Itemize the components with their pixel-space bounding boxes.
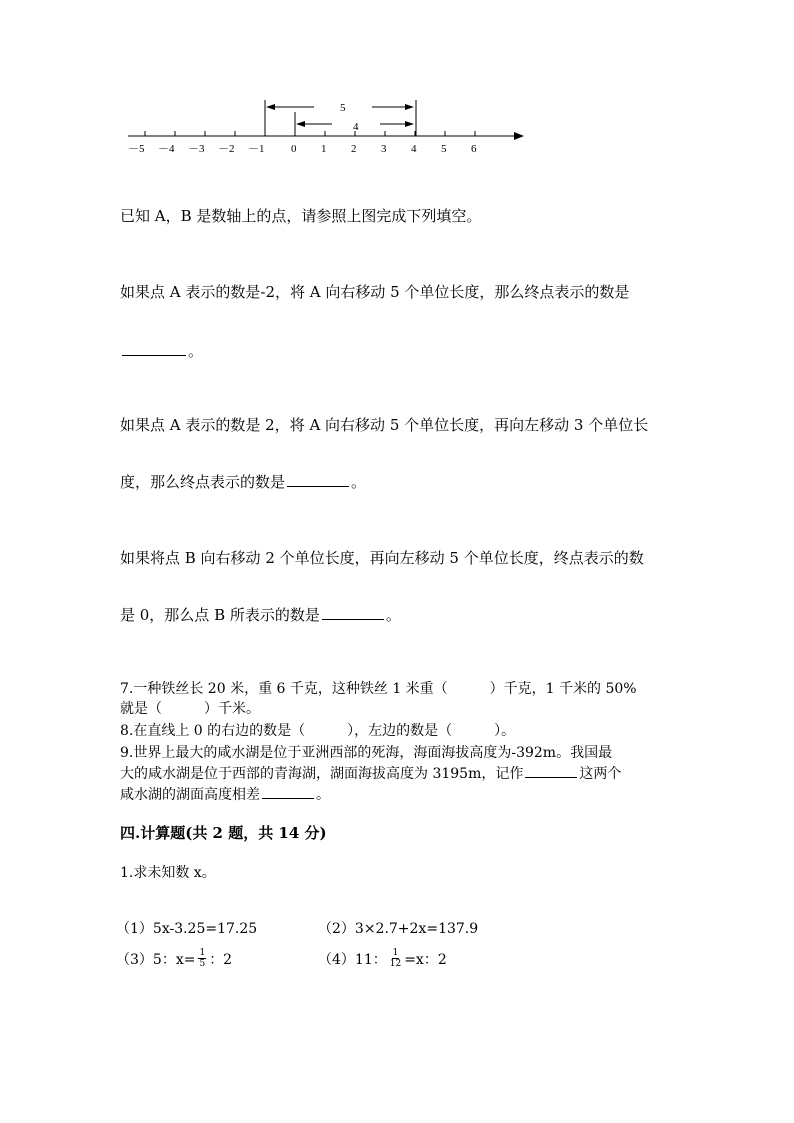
question-a-end: 。 (188, 342, 204, 360)
top-arrow-label: 5 (340, 102, 346, 114)
question-7-line2: 就是（ ）千米。 (120, 701, 260, 717)
answer-blank[interactable] (262, 784, 314, 799)
question-9-line3-end: 。 (316, 787, 330, 803)
tick-label: 2 (351, 143, 357, 155)
answer-blank[interactable] (525, 763, 577, 778)
question-c-end: 。 (385, 606, 401, 624)
section-4-heading: 四.计算题(共 2 题，共 14 分) (120, 824, 327, 842)
equation-4-suffix: =x：2 (404, 951, 447, 968)
question-9-line2 (120, 763, 621, 783)
bottom-arrow-left-head (296, 121, 305, 127)
number-line-figure (0, 0, 794, 170)
tick-label: －5 (128, 143, 145, 155)
question-9-line1: 9.世界上最大的咸水湖是位于亚洲西部的死海，海面海拔高度为-392m。我国最 (120, 745, 613, 761)
question-b-line2 (120, 471, 366, 492)
tick-label: 1 (321, 143, 327, 155)
bottom-arrow-label: 4 (353, 121, 359, 133)
equation-1: （1）5x-3.25=17.25 (116, 921, 258, 937)
question-c-start: 是 0，那么点 B 所表示的数是 (120, 606, 320, 624)
question-b-line1: 如果点 A 表示的数是 2，将 A 向右移动 5 个单位长度，再向左移动 3 个单位长 (120, 416, 649, 434)
equation-3 (116, 948, 232, 969)
question-c-line2 (120, 604, 401, 625)
question-b-end: 。 (351, 473, 367, 491)
equation-2: （2）3×2.7+2x=137.9 (318, 921, 479, 937)
question-9-line3-start: 咸水湖的湖面高度相差 (120, 787, 260, 803)
tick-label: 5 (441, 143, 447, 155)
question-9-line3 (120, 784, 330, 804)
answer-blank[interactable] (287, 472, 349, 487)
equation-4 (318, 948, 447, 969)
fraction-denominator: 5 (199, 959, 206, 969)
bottom-arrow-right-head (405, 121, 414, 127)
question-7-line1: 7.一种铁丝长 20 米，重 6 千克，这种铁丝 1 米重（ ）千克，1 千米的 50% (120, 681, 637, 697)
tick-label: －1 (248, 143, 265, 155)
fraction-one-twelfth (390, 948, 401, 969)
top-arrow-left-head (266, 104, 275, 110)
question-c-line1: 如果将点 B 向右移动 2 个单位长度，再向左移动 5 个单位长度，终点表示的数 (120, 549, 644, 567)
question-9-line2-end: 这两个 (579, 766, 622, 782)
equation-3-prefix: （3）5：x= (116, 951, 196, 968)
fraction-one-fifth (198, 948, 206, 969)
top-arrow-right-head (405, 104, 414, 110)
tick-label: －4 (158, 143, 175, 155)
tick-label: 0 (291, 143, 297, 155)
equation-3-suffix: ：2 (209, 951, 233, 968)
tick-label: 3 (381, 143, 387, 155)
tick-label: －3 (188, 143, 205, 155)
fraction-numerator: 1 (199, 948, 206, 958)
fraction-numerator: 1 (392, 948, 399, 958)
calc-question-1-title: 1.求未知数 x。 (120, 865, 216, 881)
answer-blank[interactable] (122, 341, 186, 356)
equation-4-prefix: （4）11： (318, 951, 387, 968)
question-a-line1: 如果点 A 表示的数是-2，将 A 向右移动 5 个单位长度，那么终点表示的数是 (120, 283, 630, 301)
question-b-start: 度，那么终点表示的数是 (120, 473, 286, 491)
answer-blank[interactable] (322, 605, 384, 620)
question-9-line2-start: 大的咸水湖是位于西部的青海湖，湖面海拔高度为 3195m，记作 (120, 766, 524, 782)
number-line-ticks (145, 131, 475, 136)
intro-text: 已知 A，B 是数轴上的点，请参照上图完成下列填空。 (120, 207, 482, 225)
tick-label: 4 (411, 143, 417, 155)
fraction-denominator: 12 (389, 959, 402, 969)
question-a-line2 (120, 340, 203, 361)
number-line-arrowhead (514, 132, 524, 140)
tick-label: －2 (218, 143, 235, 155)
tick-label: 6 (471, 143, 477, 155)
question-8: 8.在直线上 0 的右边的数是（ ），左边的数是（ ）。 (120, 723, 516, 739)
